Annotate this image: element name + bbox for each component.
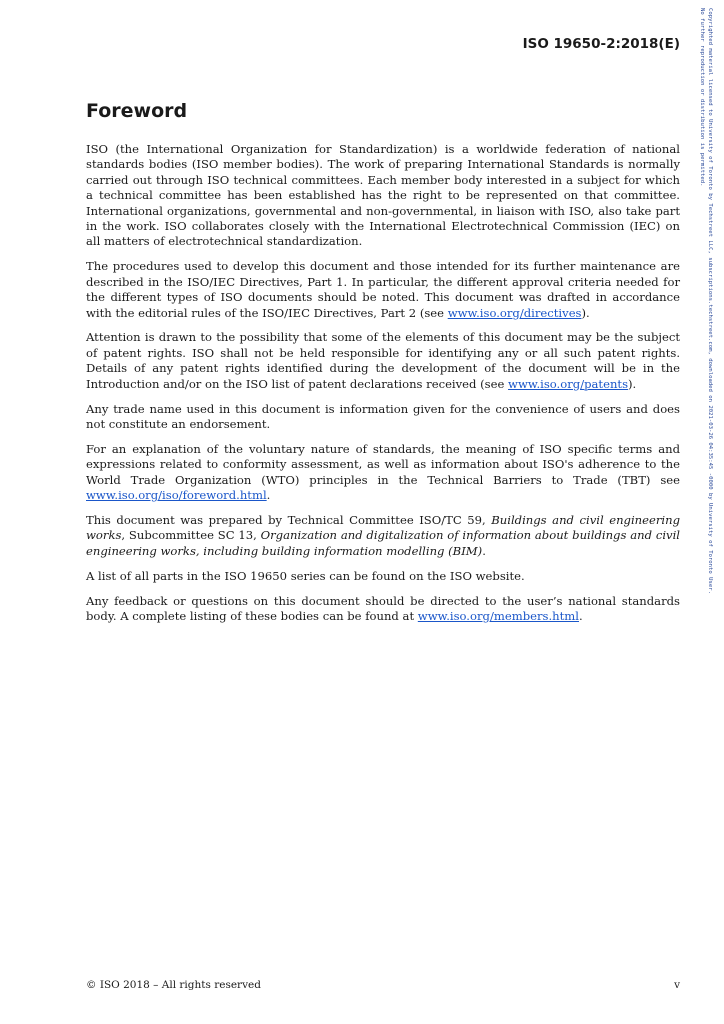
document-id: ISO 19650-2:2018(E) [522,36,680,52]
directives-link[interactable]: www.iso.org/directives [447,305,582,320]
paragraph-end: ). [581,305,590,320]
page-title: Foreword [86,100,188,122]
footer-copyright: © ISO 2018 – All rights reserved [86,979,261,991]
paragraph-end: ). [628,376,637,391]
subcommittee-name: Organization and digitalization of information about buildings and civil engineering works, including building information modelling (BIM) [86,528,680,558]
paragraph-text: For an explanation of the voluntary nature of standards, the meaning of ISO specific terms and expressions related to conformity assessment, as well as information about ISO's adherence to the World Trade Organization (WTO) principles in the Technical Barriers to Trade (TBT) see [86,441,680,487]
paragraph-text: Any feedback or questions on this document should be directed to the user’s national standards body. A complete listing of these bodies can be found at [86,593,680,624]
paragraph-committee [86,513,680,559]
paragraph-text: This document was prepared by Technical Committee ISO/TC 59, [86,513,492,528]
paragraph-feedback [86,594,680,625]
committee-name: Buildings and civil engineering works [86,513,680,543]
license-notice [698,8,714,594]
paragraph-trade-name: Any trade name used in this document is information given for the convenience of users and does not constitute an endorsement. [86,401,680,431]
patents-link[interactable]: www.iso.org/patents [508,376,629,391]
members-link[interactable]: www.iso.org/members.html [417,609,579,624]
paragraph-voluntary-nature [86,442,680,504]
foreword-body [86,142,680,634]
paragraph-iso-intro: ISO (the International Organization for Standardization) is a worldwide federation of national standards bodies (ISO member bodies). The work of preparing International Standards is normally carried out through ISO technical committees. Each member body interested in a subject for which a technical committee has been established has the right to be represented on that committee. International organizations, governmental and non-governmental, in liaison with ISO, also take part in the work. ISO collaborates closely with the International Electrotechnical Commission (IEC) on all matters of electrotechnical standardization. [86,142,680,249]
license-notice-line: Copyrighted material licensed to University of Toronto by Techstreet LLC, subscriptions.techstreet.com, downloaded on 2021-03-26 04:35:45 -0000 by University of Toronto User. [707,8,713,594]
paragraph-procedures [86,259,680,321]
paragraph-text: The procedures used to develop this document and those intended for its further maintenance are described in the ISO/IEC Directives, Part 1. In particular, the different approval criteria needed for the different types of ISO documents should be noted. This document was drafted in accordance with the editorial rules of the ISO/IEC Directives, Part 2 (see [86,259,680,320]
paragraph-patents [86,330,680,392]
paragraph-end: . [578,609,583,624]
paragraph-text: Attention is drawn to the possibility that some of the elements of this document may be the subject of patent rights. ISO shall not be held responsible for identifying any or all such patent rights. Details of any patent rights identified during the development of the document will be in the Introduction and/or on the ISO list of patent declarations received (see [86,330,680,391]
paragraph-series-list: A list of all parts in the ISO 19650 series can be found on the ISO website. [86,568,525,583]
paragraph-end: . [482,543,486,558]
page-number: v [674,979,680,991]
paragraph-text: , Subcommittee SC 13, [121,528,261,543]
license-notice-line: No further reproduction or distribution is permitted. [699,8,705,187]
foreword-link[interactable]: www.iso.org/iso/foreword.html [86,488,267,503]
paragraph-end: . [266,488,271,503]
